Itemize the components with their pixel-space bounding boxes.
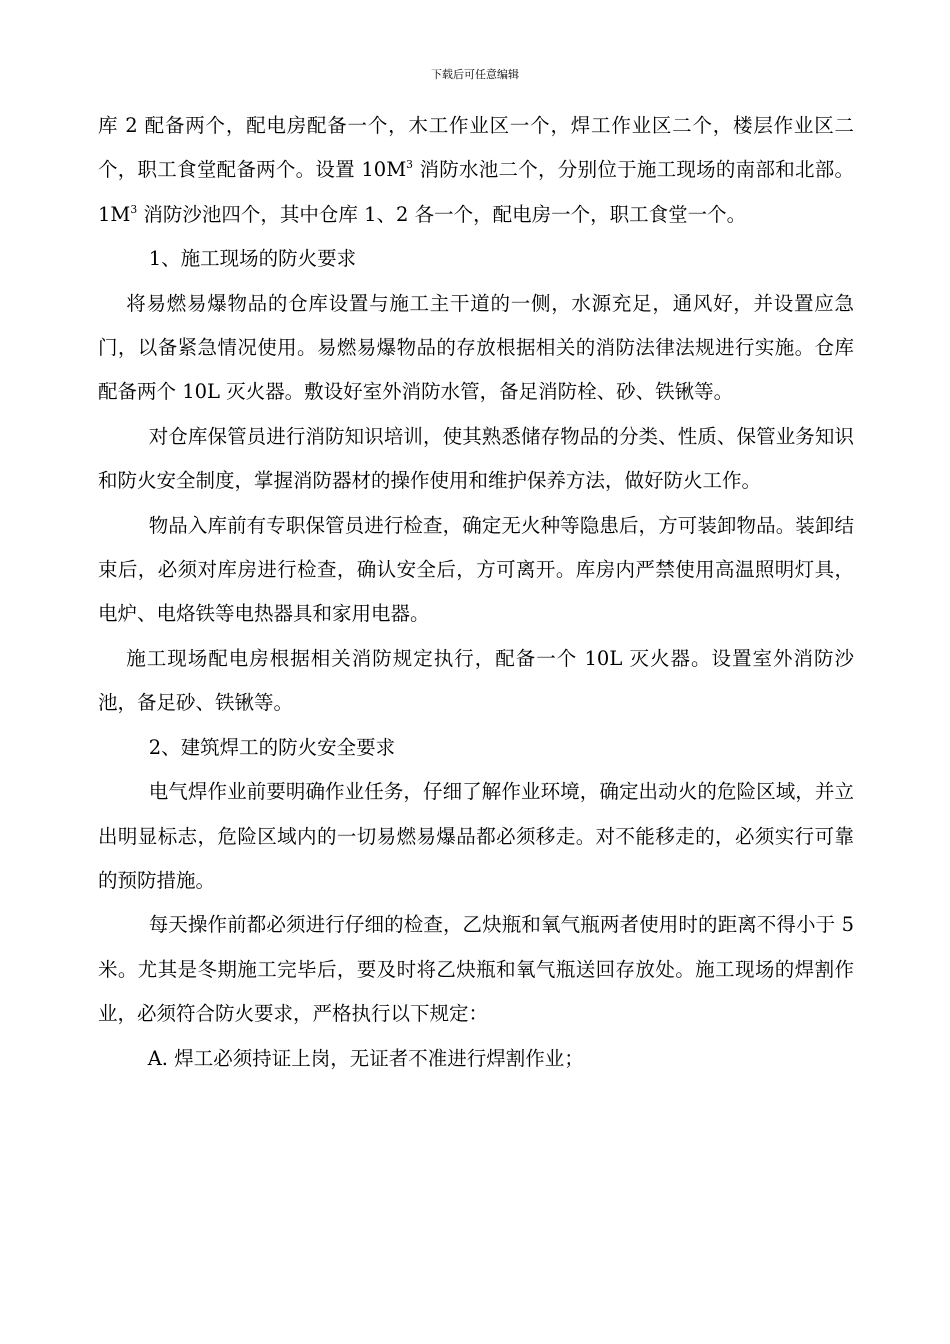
superscript: 3 [406, 158, 413, 172]
section-heading-1: 1、施工现场的防火要求 [148, 247, 357, 271]
paragraph: 电气焊作业前要明确作业任务，仔细了解作业环境，确定出动火的危险区域，并立出明显标志，危险区域内的一切易燃易爆品都必须移走。对不能移走的，必须实行可靠的预防措施。 [98, 780, 854, 892]
paragraph: 将易燃易爆物品的仓库设置与施工主干道的一侧，水源充足，通风好，并设置应急门，以备紧急情况使用。易燃易爆物品的存放根据相关的消防法律法规进行实施。仓库配备两个 10L 灭火器。敷设好室外消防水管，备足消防栓、砂、铁锹等。 [98, 291, 854, 404]
paragraph-continued [98, 104, 854, 237]
paragraph-text: 消防沙池四个，其中仓库 1、2 各一个，配电房一个，职工食堂一个。 [137, 202, 747, 226]
paragraph: 对仓库保管员进行消防知识培训，使其熟悉储存物品的分类、性质、保管业务知识和防火安全制度，掌握消防器材的操作使用和维护保养方法，做好防火工作。 [98, 424, 854, 493]
paragraph: 物品入库前有专职保管员进行检查，确定无火种等隐患后，方可装卸物品。装卸结束后，必须对库房进行检查，确认安全后，方可离开。库房内严禁使用高温照明灯具，电炉、电烙铁等电热器具和家用电器。 [98, 513, 854, 626]
superscript: 3 [130, 202, 138, 216]
page-header: 下载后可任意编辑 [431, 68, 519, 81]
section-heading-2: 2、建筑焊工的防火安全要求 [148, 735, 396, 759]
paragraph-text: 库 2 配备两个，配电房配备一个，木工作业区一个，焊工作业区二个，楼层作业区二个，职工食堂配备两个。设置 10M [98, 114, 854, 182]
paragraph-text: 消防水池二个，分别位于施工现场的南部和北部。1M [98, 158, 854, 226]
document-body [98, 104, 854, 1081]
paragraph: 施工现场配电房根据相关消防规定执行，配备一个 10L 灭火器。设置室外消防沙池，备足砂、铁锹等。 [98, 646, 854, 715]
list-item: A. 焊工必须持证上岗，无证者不准进行焊割作业； [147, 1046, 584, 1070]
paragraph: 每天操作前都必须进行仔细的检查，乙炔瓶和氧气瓶两者使用时的距离不得小于 5 米。尤其是冬期施工完毕后，要及时将乙炔瓶和氧气瓶送回存放处。施工现场的焊割作业，必须符合防火要求，严格执行以下规定： [98, 913, 854, 1026]
